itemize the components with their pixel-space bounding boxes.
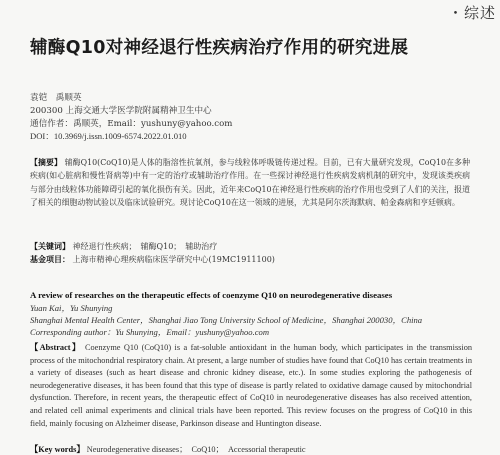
section-label: ・综述 (447, 4, 496, 22)
doi: DOI：10.3969/j.issn.1009-6574.2022.01.010 (30, 131, 187, 141)
authors-zh: 袁铠 禹顺英 (30, 93, 82, 103)
article-title-zh: 辅酶Q10对神经退行性疾病治疗作用的研究进展 (30, 38, 409, 58)
affiliation-en: Shanghai Mental Health Center，Shanghai Jiao Tong University School of Medicine，Shanghai 200030，China (30, 315, 423, 325)
abstract-en (30, 342, 472, 430)
keywords-en (30, 443, 306, 455)
abstract-zh-label: 【摘要】 (30, 158, 62, 167)
corresponding-author-zh: 通信作者：禹顺英，Email：yushuny@yahoo.com (30, 119, 233, 129)
fund-text: 上海市精神心理疾病临床医学研究中心(19MC1911100) (72, 255, 275, 264)
keywords-en-text: Neurodegenerative diseases； CoQ10； Accessorial therapeutic (86, 445, 306, 454)
affiliation-zh: 200300 上海交通大学医学院附属精神卫生中心 (30, 106, 212, 116)
fund-project (30, 254, 275, 265)
article-title-en: A review of researches on the therapeutic effects of coenzyme Q10 on neurodegenerative diseases (30, 290, 393, 300)
fund-label: 基金项目： (30, 254, 70, 264)
keywords-zh-label: 【关键词】 (30, 241, 70, 251)
abstract-en-label: 【Abstract】 (30, 343, 82, 352)
keywords-zh (30, 241, 217, 252)
keywords-en-label: 【Key words】 (30, 445, 85, 454)
authors-en: Yuan Kai，Yu Shunying (30, 303, 113, 313)
abstract-zh-text: 辅酶Q10(CoQ10)是人体的脂溶性抗氧剂，参与线粒体呼吸链传递过程。目前，已有大量研究发现，CoQ10在多种疾病(如心脏病和慢性肾病等)中有一定的治疗或辅助治疗作用。在一些探讨神经退行性疾病发病机制的研究中，发现该类疾病与部分由线粒体功能障碍引起的氧化损伤有关。因此，近年来CoQ10在神经退行性疾病的治疗作用也受到了人们的关注，报道了相关的细胞动物试验以及临床试验研究。现讨论CoQ10在这一领域的进展，尤其是阿尔茨海默病、帕金森病和亨廷顿病。 (30, 158, 470, 207)
abstract-zh (30, 156, 470, 209)
corresponding-author-en: Corresponding author：Yu Shunying，Email：yushuny@yahoo.com (30, 327, 270, 337)
abstract-en-text: Coenzyme Q10 (CoQ10) is a fat-soluble antioxidant in the human body, which participates in the transmission process of the mitochondrial respiratory chain. At present, a large number of studies have found that CoQ10 has certain treatments in a variety of diseases (such as heart disease and chronic kidney disease, etc.). In some studies exploring the pathogenesis of neurodegenerative diseases, it has been found that this type of disease is partly related to oxidative damage caused by mitochondrial dysfunction. Therefore, in recent years, the therapeutic effect of CoQ10 in neurodegenerative diseases has also received attention, and related cell animal experiments and clinical trials have been reported. This review focuses on the progress of CoQ10 in this field, mainly focusing on Alzheimer disease, Parkinson disease and Huntington disease. (30, 343, 473, 428)
keywords-zh-text: 神经退行性疾病； 辅酶Q10； 辅助治疗 (72, 242, 218, 251)
